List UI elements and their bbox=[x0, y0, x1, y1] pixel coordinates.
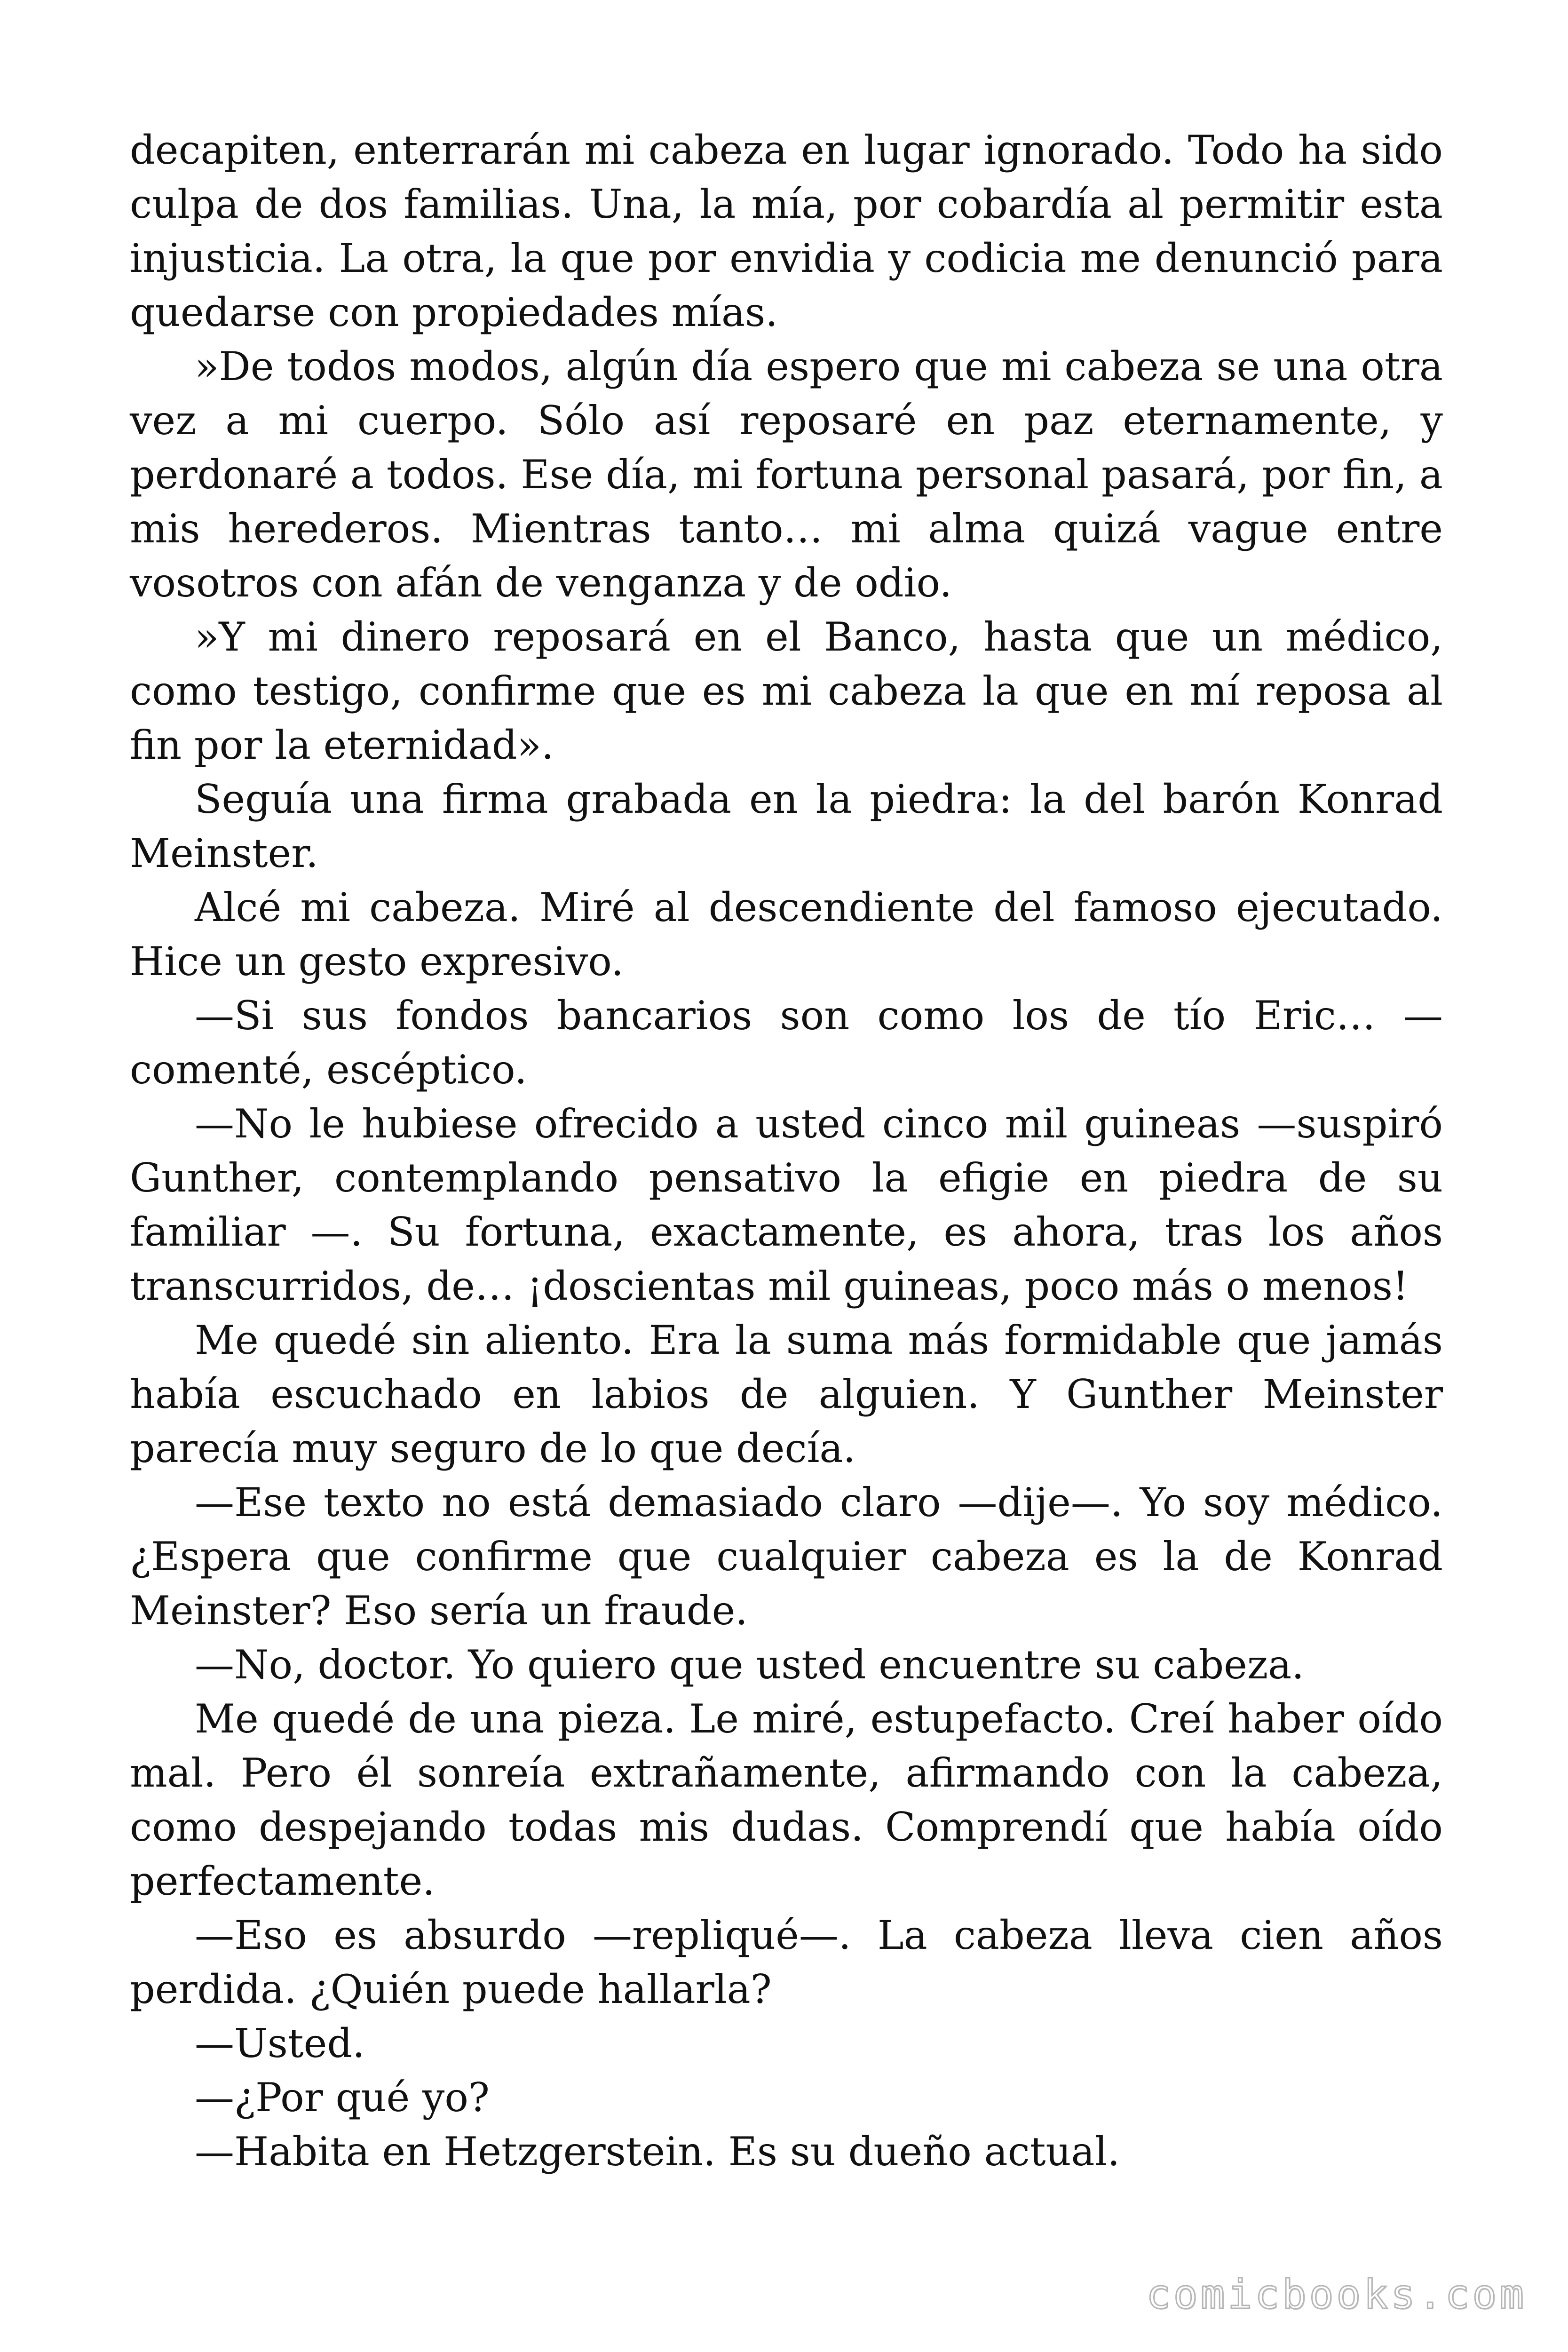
paragraph: —Habita en Hetzgerstein. Es su dueño actual. bbox=[195, 2129, 1120, 2175]
paragraph: —No, doctor. Yo quiero que usted encuentre su cabeza. bbox=[195, 1642, 1304, 1688]
paragraph: Seguía una firma grabada en la piedra: la del barón Konrad Meinster. bbox=[130, 776, 1443, 876]
paragraph: —¿Por qué yo? bbox=[195, 2074, 490, 2121]
paragraph: —Si sus fondos bancarios son como los de tío Eric… —comenté, escéptico. bbox=[130, 993, 1443, 1093]
paragraph: —Ese texto no está demasiado claro —dije—. Yo soy médico. ¿Espera que confirme que cualquier cabeza es la de Konrad Meinster? Eso sería un fraude. bbox=[130, 1479, 1443, 1634]
paragraph: —Usted. bbox=[195, 2020, 365, 2066]
watermark: comicbooks.com bbox=[1146, 2271, 1527, 2318]
page-body bbox=[130, 123, 1443, 2179]
paragraph: Alcé mi cabeza. Miré al descendiente del famoso ejecutado. Hice un gesto expresivo. bbox=[130, 884, 1443, 985]
paragraph: »Y mi dinero reposará en el Banco, hasta que un médico, como testigo, confirme que es mi cabeza la que en mí reposa al fin por la eternidad». bbox=[130, 614, 1443, 768]
paragraph: —No le hubiese ofrecido a usted cinco mil guineas —suspiró Gunther, contemplando pensativo la efigie en piedra de su familiar —. Su fortuna, exactamente, es ahora, tras los años transcurridos, de… ¡doscientas mil guineas, poco más o menos! bbox=[130, 1101, 1443, 1309]
paragraph: Me quedé sin aliento. Era la suma más formidable que jamás había escuchado en labios de alguien. Y Gunther Meinster parecía muy seguro de lo que decía. bbox=[130, 1317, 1443, 1471]
paragraph: »De todos modos, algún día espero que mi cabeza se una otra vez a mi cuerpo. Sólo así reposaré en paz eternamente, y perdonaré a todos. Ese día, mi fortuna personal pasará, por fin, a mis herederos. Mientras tanto… mi alma quizá vague entre vosotros con afán de venganza y de odio. bbox=[130, 343, 1443, 606]
paragraph: —Eso es absurdo —repliqué—. La cabeza lleva cien años perdida. ¿Quién puede hallarla? bbox=[130, 1912, 1443, 2012]
paragraph: decapiten, enterrarán mi cabeza en lugar ignorado. Todo ha sido culpa de dos familias. Una, la mía, por cobardía al permitir esta injusticia. La otra, la que por envidia y codicia me denunció para quedarse con propiedades mías. bbox=[130, 127, 1443, 335]
paragraph: Me quedé de una pieza. Le miré, estupefacto. Creí haber oído mal. Pero él sonreía extrañamente, afirmando con la cabeza, como despejando todas mis dudas. Comprendí que había oído perfectamente. bbox=[130, 1696, 1443, 1904]
